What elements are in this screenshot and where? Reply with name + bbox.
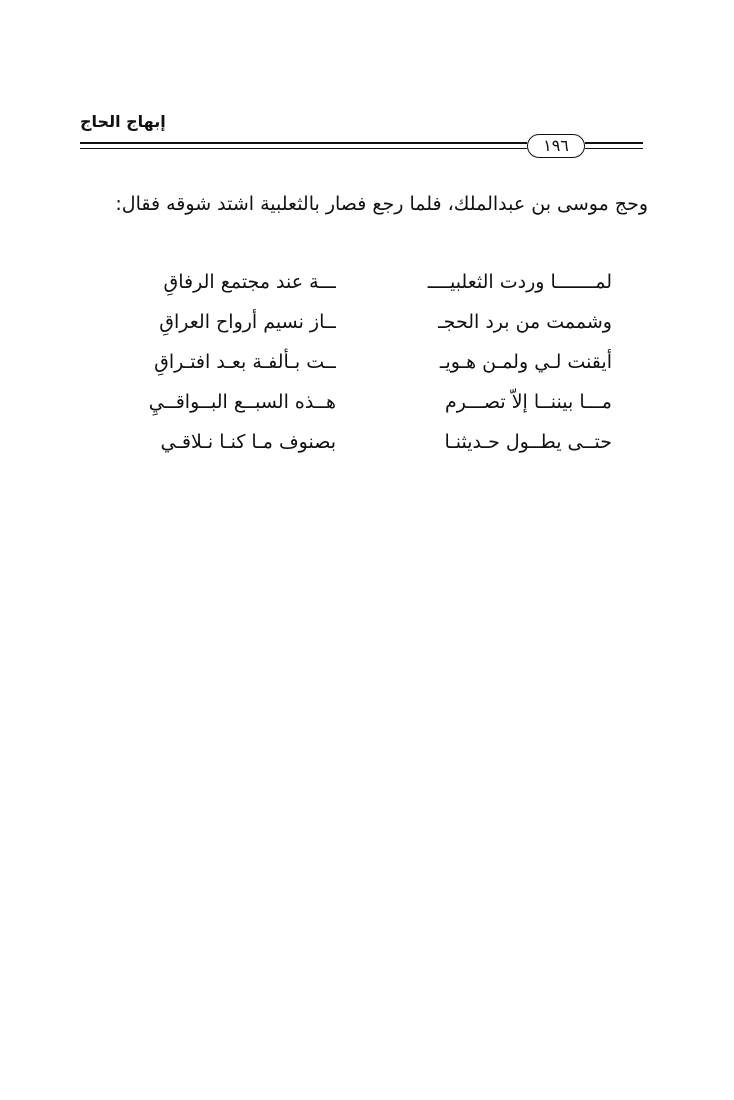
verse-second-hemistich: ـــة عند مجتمع الرفاقِ <box>163 271 336 293</box>
verse-first-hemistich: حتــى يطــول حـديثنـا <box>444 431 612 453</box>
poem-verse <box>100 342 612 382</box>
verse-first-hemistich: أيقنت لـي ولمـن هـويـ <box>439 351 612 373</box>
verse-first-hemistich: وشممت من برد الحجـ <box>438 311 612 333</box>
verse-first-hemistich: مـــا بيننــا إلاّ تصـــرم <box>444 391 612 413</box>
verse-first-hemistich: لمـــــــا وردت الثعلبيــــ <box>427 271 612 293</box>
running-title: إبهاج الحاج <box>80 112 166 131</box>
prose-paragraph: وحج موسى بن عبدالملك، فلما رجع فصار بالثعلبية اشتد شوقه فقال: <box>115 193 648 215</box>
poem-verse <box>100 382 612 422</box>
verse-second-hemistich: هــذه السبــع البــواقــيِ <box>148 391 336 413</box>
verse-second-hemistich: بصنوف مـا كنـا نـلاقـي <box>160 431 336 453</box>
poem <box>100 262 612 462</box>
poem-verse <box>100 302 612 342</box>
verse-second-hemistich: ــت بـألفـة بعـد افتـراقِ <box>154 351 336 373</box>
poem-verse <box>100 422 612 462</box>
page-number: ١٩٦ <box>527 134 585 158</box>
poem-verse <box>100 262 612 302</box>
verse-second-hemistich: ــاز نسيم أرواح العراقِ <box>159 311 336 333</box>
